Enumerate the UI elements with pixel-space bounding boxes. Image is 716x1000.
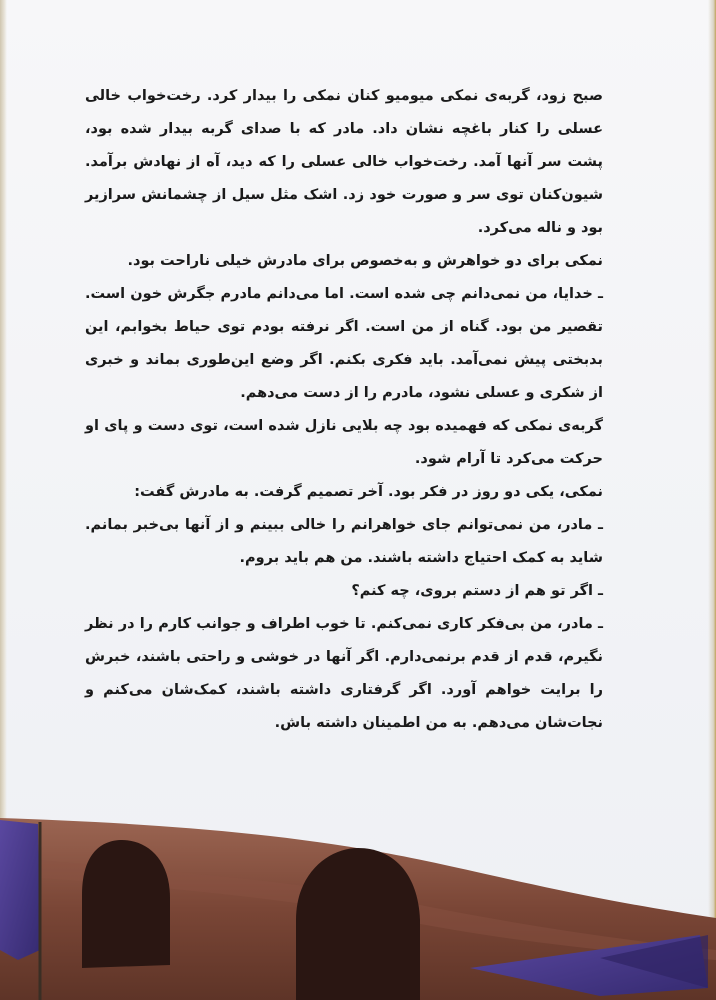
purple-flag-left bbox=[0, 820, 40, 960]
story-text bbox=[85, 80, 603, 740]
paragraph-6: ـ مادر، من نمی‌توانم جای خواهرانم را خالی ببینم و از آنها بی‌خبر بمانم. شاید به کمک احتیاج داشته باشند. من هم باید بروم. bbox=[85, 517, 603, 566]
paragraph-5: نمکی، یکی دو روز در فکر بود. آخر تصمیم گرفت. به مادرش گفت: bbox=[134, 484, 603, 500]
arched-doorway-center bbox=[296, 848, 420, 1000]
wall-illustration bbox=[0, 800, 716, 1000]
paragraph-2: نمکی برای دو خواهرش و به‌خصوص برای مادرش خیلی ناراحت بود. bbox=[127, 253, 603, 269]
paragraph-4: گربه‌ی نمکی که فهمیده بود چه بلایی نازل شده است، توی دست و پای او حرکت می‌کرد تا آرام شود. bbox=[85, 418, 603, 467]
paragraph-3: ـ خدایا، من نمی‌دانم چی شده است. اما می‌دانم مادرم جگرش خون است. تقصیر من بود. گناه از من است. اگر نرفته بودم توی حیاط بخوابم، این بدبختی پیش نمی‌آمد. باید فکری بکنم. اگر وضع این‌طوری بماند و خبری از شکری و عسلی نشود، مادرم را از دست می‌دهم. bbox=[85, 286, 603, 401]
paragraph-8: ـ مادر، من بی‌فکر کاری نمی‌کنم. تا خوب اطراف و جوانب کارم را در نظر نگیرم، قدم از قدم برنمی‌دارم. اگر آنها در خوشی و راحتی باشند، خبرش را برایت خواهم آورد. اگر گرفتاری داشته باشند، کمک‌شان می‌کنم و نجات‌شان می‌دهم. به من اطمینان داشته باش. bbox=[85, 616, 603, 731]
arched-doorway-left bbox=[82, 840, 170, 968]
paragraph-7: ـ اگر تو هم از دستم بروی، چه کنم؟ bbox=[351, 583, 603, 599]
paragraph-1: صبح زود، گربه‌ی نمکی میومیو کنان نمکی را بیدار کرد. رخت‌خواب خالی عسلی را کنار باغچه نشان داد. مادر که با صدای گربه بیدار شده بود، پشت سر آنها آمد. رخت‌خواب خالی عسلی را که دید، آه از نهادش برآمد. شیون‌کنان توی سر و صورت خود زد. اشک مثل سیل از چشمانش سرازیر بود و ناله می‌کرد. bbox=[85, 88, 603, 236]
